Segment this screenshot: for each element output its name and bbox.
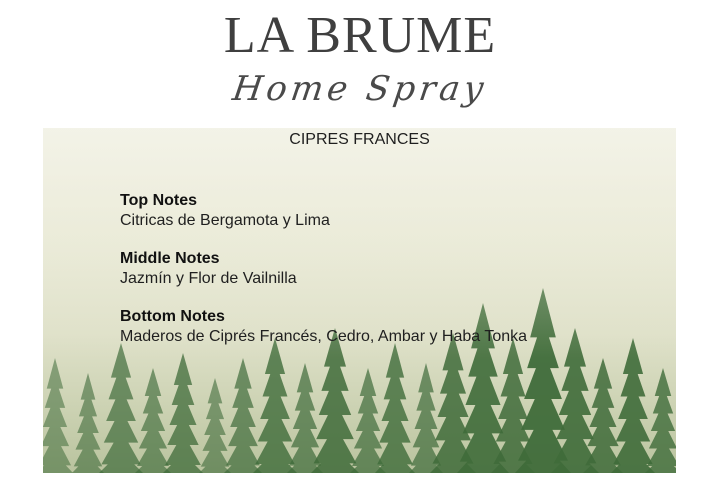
- note-title: Bottom Notes: [120, 308, 225, 325]
- note-text: Citricas de Bergamota y Lima: [120, 212, 330, 229]
- note-middle: [120, 249, 640, 289]
- note-title: Middle Notes: [120, 250, 220, 267]
- pine-tree-silhouette: [135, 368, 171, 473]
- pine-tree-silhouette: [645, 368, 676, 473]
- note-title: Top Notes: [120, 192, 198, 209]
- note-text: Jazmín y Flor de Vailnilla: [120, 270, 297, 287]
- pine-tree-silhouette: [199, 378, 231, 473]
- pine-tree-silhouette: [43, 358, 73, 473]
- note-bottom: [120, 307, 640, 347]
- header: [0, 0, 720, 128]
- brand-logo: LA BRUME: [223, 7, 497, 64]
- fragrance-notes: [120, 191, 640, 365]
- pine-tree-silhouette: [72, 373, 104, 473]
- note-top: [120, 191, 640, 231]
- brand-subtitle: Home Spray: [230, 69, 490, 109]
- pine-tree-silhouette: [163, 353, 203, 473]
- pine-tree-silhouette: [350, 368, 386, 473]
- note-text: Maderos de Ciprés Francés, Cedro, Ambar y Haba Tonka: [120, 328, 528, 345]
- product-name: CIPRES FRANCES: [289, 131, 430, 148]
- pine-tree-silhouette: [224, 358, 262, 473]
- forest-panel: [43, 128, 676, 473]
